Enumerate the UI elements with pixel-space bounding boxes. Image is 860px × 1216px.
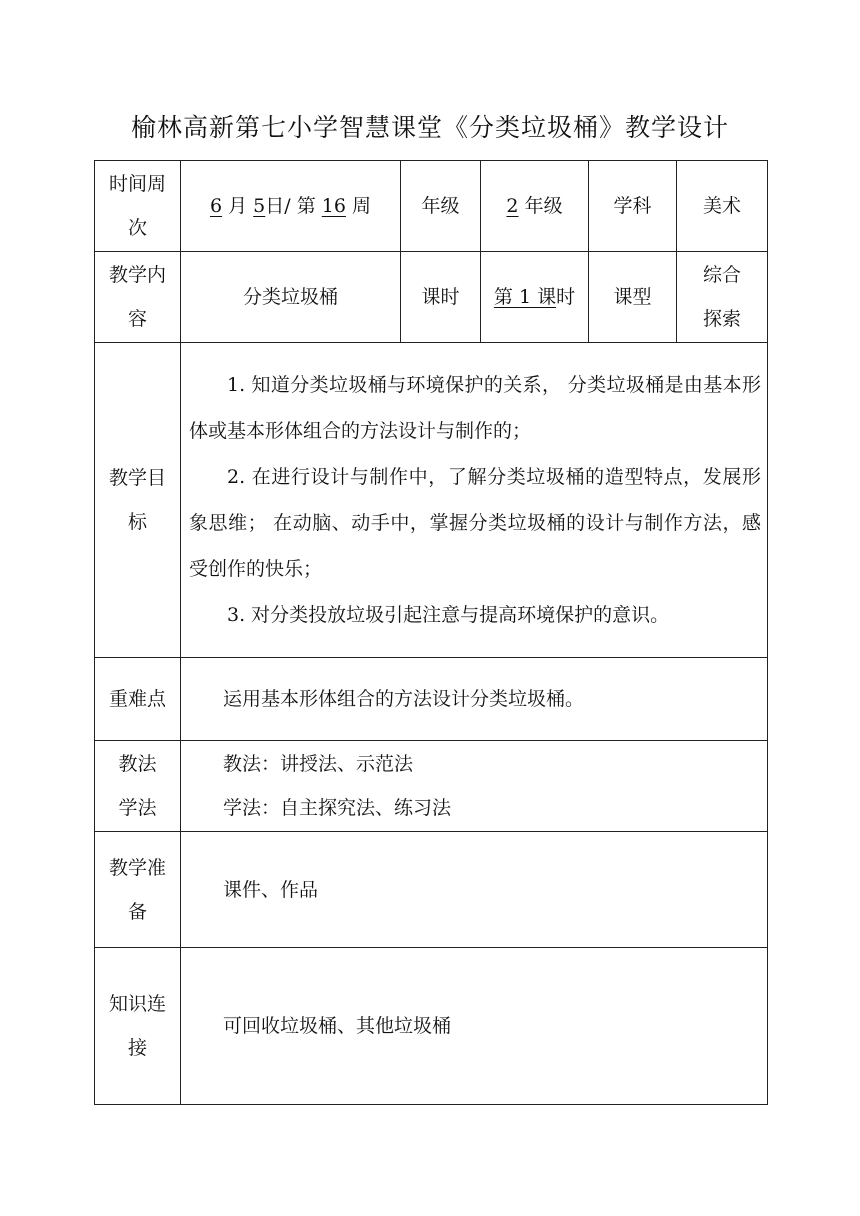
prep-label-cell — [95, 832, 181, 948]
type-value-cell — [677, 252, 768, 343]
methods-label-line2: 学法 — [118, 797, 157, 819]
month-value: 6 — [209, 195, 223, 217]
methods-label-cell — [95, 741, 181, 832]
content-label-line2: 容 — [127, 308, 147, 330]
teaching-method: 教法：讲授法、示范法 — [223, 753, 414, 775]
date-cell — [181, 161, 401, 252]
week-unit: 周 — [352, 195, 372, 217]
grade-value: 2 — [506, 195, 519, 217]
link-label-line2: 接 — [127, 1037, 147, 1059]
link-label-cell — [95, 948, 181, 1105]
key-label: 重难点 — [95, 658, 181, 741]
grade-label: 年级 — [401, 161, 481, 252]
goal-item-3: 3. 对分类投放垃圾引起注意与提高环境保护的意识。 — [227, 604, 670, 626]
methods-label-line1: 教法 — [118, 753, 157, 775]
subject-label: 学科 — [589, 161, 677, 252]
time-label-line1: 时间周 — [108, 173, 166, 195]
type-label: 课型 — [589, 252, 677, 343]
time-label-line2: 次 — [127, 217, 147, 239]
link-text: 可回收垃圾桶、其他垃圾桶 — [181, 948, 768, 1105]
month-unit: 月 — [228, 195, 248, 217]
day-unit: 日/ 第 — [265, 195, 316, 217]
goals-label-line1: 教学目 — [108, 467, 166, 489]
content-value: 分类垃圾桶 — [181, 252, 401, 343]
goals-row — [95, 343, 768, 658]
methods-row — [95, 741, 768, 832]
period-suffix: 时 — [556, 286, 576, 308]
link-row — [95, 948, 768, 1105]
lesson-plan-table — [94, 160, 768, 1105]
goal-item-2: 2. 在进行设计与制作中，了解分类垃圾桶的造型特点，发展形象思维； 在动脑、动手中，掌握分类垃圾桶的设计与制作方法，感受创作的快乐； — [189, 466, 761, 580]
learning-method: 学法：自主探究法、练习法 — [223, 797, 452, 819]
goal-item-1: 1. 知道分类垃圾桶与环境保护的关系， 分类垃圾桶是由基本形体或基本形体组合的方法设计与制作的； — [189, 374, 761, 442]
period-cell — [481, 252, 589, 343]
goals-cell — [181, 343, 768, 658]
time-row — [95, 161, 768, 252]
prep-label-line1: 教学准 — [108, 856, 166, 879]
prep-row — [95, 832, 768, 948]
time-label-cell — [95, 161, 181, 252]
type-value-line2: 探索 — [702, 308, 741, 330]
period-label: 课时 — [401, 252, 481, 343]
key-text: 运用基本形体组合的方法设计分类垃圾桶。 — [181, 658, 768, 741]
type-value-line1: 综合 — [702, 264, 741, 286]
grade-cell — [481, 161, 589, 252]
period-value: 第 1 课 — [493, 286, 557, 308]
prep-text: 课件、作品 — [181, 832, 768, 948]
day-value: 5 — [253, 195, 266, 217]
link-label-line1: 知识连 — [108, 993, 166, 1015]
week-value: 16 — [321, 195, 346, 217]
content-row — [95, 252, 768, 343]
key-row — [95, 658, 768, 741]
methods-cell — [181, 741, 768, 832]
goals-label-cell — [95, 343, 181, 658]
prep-label-line2: 备 — [127, 900, 147, 923]
subject-value: 美术 — [677, 161, 768, 252]
goals-label-line2: 标 — [127, 511, 147, 533]
page-title: 榆林高新第七小学智慧课堂《分类垃圾桶》教学设计 — [130, 113, 729, 142]
grade-unit: 年级 — [524, 195, 563, 217]
content-label-line1: 教学内 — [108, 264, 166, 286]
content-label-cell — [95, 252, 181, 343]
